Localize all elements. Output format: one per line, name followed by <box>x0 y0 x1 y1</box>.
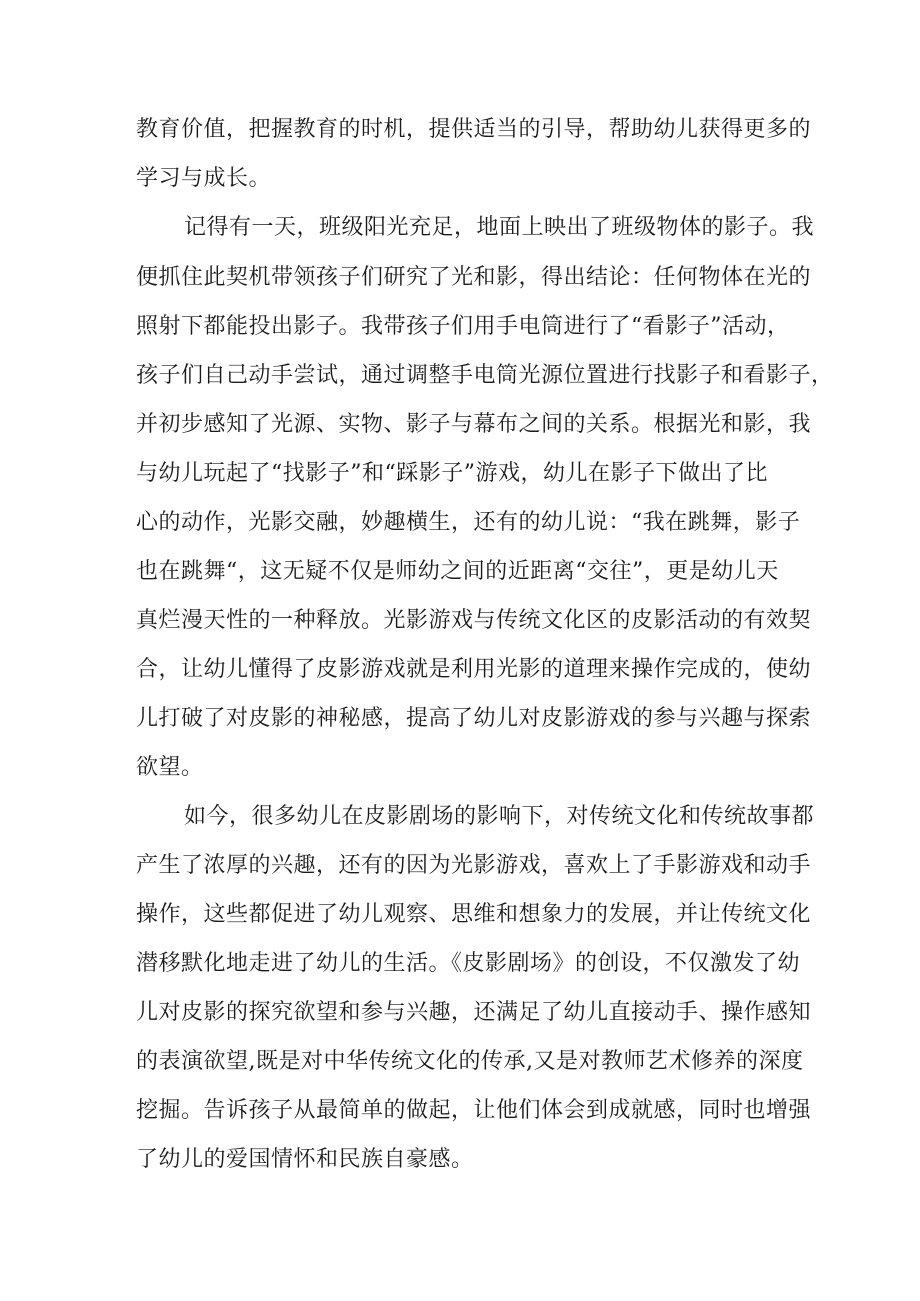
text-line: 真烂漫天性的一种释放。光影游戏与传统文化区的皮影活动的有效契 <box>136 608 812 633</box>
text-line: 心的动作，光影交融，妙趣横生，还有的幼儿说：“我在跳舞，影子 <box>136 510 801 535</box>
text-line: 欲望。 <box>136 755 204 780</box>
paragraph-start-line: 如今，很多幼儿在皮影剧场的影响下，对传统文化和传统故事都 <box>184 804 815 829</box>
text-line: 并初步感知了光源、实物、影子与幕布之间的关系。根据光和影，我 <box>136 412 812 437</box>
text-line: 产生了浓厚的兴趣，还有的因为光影游戏，喜欢上了手影游戏和动手 <box>136 853 812 878</box>
text-line: 学习与成长。 <box>136 166 272 191</box>
text-line: 便抓住此契机带领孩子们研究了光和影，得出结论：任何物体在光的 <box>136 265 812 290</box>
text-line: 了幼儿的爱国情怀和民族自豪感。 <box>136 1147 474 1172</box>
text-line: 也在跳舞“，这无疑不仅是师幼之间的近距离“交往”，更是幼儿天 <box>136 559 779 584</box>
paragraph-start-line: 记得有一天，班级阳光充足，地面上映出了班级物体的影子。我 <box>184 215 815 240</box>
text-line: 教育价值，把握教育的时机，提供适当的引导，帮助幼儿获得更多的 <box>136 117 812 142</box>
text-line: 的表演欲望,既是对中华传统文化的传承,又是对教师艺术修养的深度 <box>136 1049 804 1074</box>
text-line: 儿打破了对皮影的神秘感，提高了幼儿对皮影游戏的参与兴趣与探索 <box>136 706 812 731</box>
text-line: 合，让幼儿懂得了皮影游戏就是利用光影的道理来操作完成的，使幼 <box>136 657 812 682</box>
text-line: 照射下都能投出影子。我带孩子们用手电筒进行了“看影子”活动， <box>136 314 790 339</box>
text-line: 孩子们自己动手尝试，通过调整手电筒光源位置进行找影子和看影子， <box>136 363 834 388</box>
text-line: 挖掘。告诉孩子从最简单的做起，让他们体会到成就感，同时也增强 <box>136 1098 812 1123</box>
text-line: 儿对皮影的探究欲望和参与兴趣，还满足了幼儿直接动手、操作感知 <box>136 1000 812 1025</box>
text-line: 操作，这些都促进了幼儿观察、思维和想象力的发展，并让传统文化 <box>136 902 812 927</box>
text-line: 与幼儿玩起了“找影子”和“踩影子”游戏，幼儿在影子下做出了比 <box>136 461 768 486</box>
text-line: 潜移默化地走进了幼儿的生活。《皮影剧场》的创设，不仅激发了幼 <box>136 951 801 976</box>
